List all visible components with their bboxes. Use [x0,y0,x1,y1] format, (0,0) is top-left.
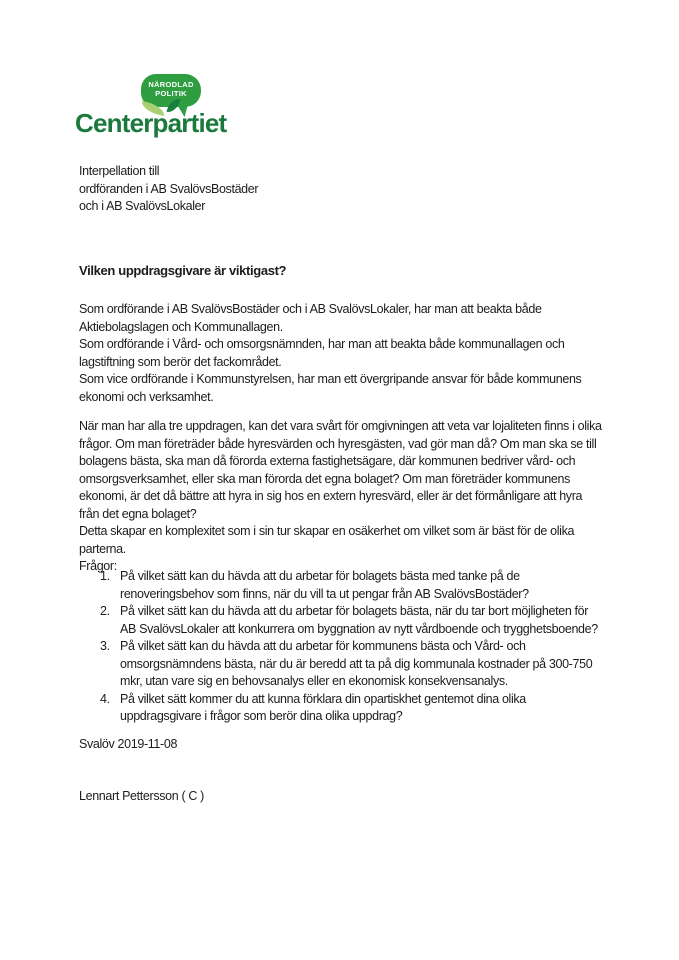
body-line: Som ordförande i AB SvalövsBostäder och i AB SvalövsLokaler, har man att beakta både [79,302,542,316]
body-line: ekonomi och verksamhet. [79,389,214,404]
body-line: Som ordförande i Vård- och omsorgsnämnden, har man att beakta både kommunallagen och [79,337,565,351]
body-line: ekonomi, är det då bättre att hyra in sig hos en extern hyresvärd, eller är det förmånligare att hyra [79,489,583,503]
question-line: mkr, utan vare sig en behovsanalys eller en ekonomisk konsekvensanalys. [120,674,508,688]
question-number: 3. [100,639,110,653]
body-line: Frågor: [79,559,117,573]
body-line: lagstiftning som berör det fackområdet. [79,354,282,369]
badge-text-line: NÄRODLAD [148,80,194,89]
body-line: frågor. Om man företräder både hyresvärden och hyresgästen, vad gör man då? Om man ska se till [79,436,597,451]
body-line: från det egna bolaget? [79,506,197,521]
question-line: På vilket sätt kan du hävda att du arbetar för kommunens bästa och Vård- och [120,639,526,653]
recipient-line: Interpellation till [79,164,160,178]
question-line: uppdragsgivare i frågor som berör dina olika uppdrag? [120,709,403,723]
body-line: Som vice ordförande i Kommunstyrelsen, har man ett övergripande ansvar för både kommunens [79,372,582,386]
body-line: Aktiebolagslagen och Kommunallagen. [79,319,283,334]
badge-text-line: POLITIK [155,89,187,98]
question-line: På vilket sätt kommer du att kunna förklara din opartiskhet gentemot dina olika [120,691,526,706]
question-line: omsorgsnämndens bästa, när du är beredd att ta på dig kommunala kostnader på 300-750 [120,656,593,671]
question-text [120,638,592,691]
paragraph-duties [79,301,581,406]
question-line: På vilket sätt kan du hävda att du arbetar för bolagets bästa, när du tar bort möjligheten för [120,604,589,618]
signature: Lennart Pettersson ( C ) [79,789,204,803]
question-item [79,603,598,638]
question-item [79,638,598,691]
body-line: Detta skapar en komplexitet som i sin tur skapar en osäkerhet om vilket som är bäst för de olika [79,524,575,538]
questions-list [79,568,598,726]
question-number: 2. [100,604,110,618]
question-number: 4. [100,691,110,706]
body-line: omsorgsverksamhet, eller ska man förorda det egna bolaget? Om man företräder kommunens [79,471,570,486]
place-date: Svalöv 2019-11-08 [79,737,178,751]
body-line: bolagens bästa, ska man då förorda externa fastighetsägare, där kommunen bedriver vård- och [79,454,576,468]
question-item [79,691,598,726]
body-line: När man har alla tre uppdragen, kan det vara svårt för omgivningen att veta var lojaliteten finns i olika [79,419,602,433]
question-text [120,568,529,603]
question-item [79,568,598,603]
paragraph-conflict [79,418,602,576]
recipient-line: och i AB SvalövsLokaler [79,199,206,213]
question-line: På vilket sätt kan du hävda att du arbetar för bolagets bästa med tanke på de [120,569,520,583]
question-number: 1. [100,569,110,583]
question-text [120,691,526,726]
question-line: renoveringsbehov som finns, när du vill ta ut pengar från AB SvalövsBostäder? [120,586,529,601]
question-text [120,603,598,638]
logo-wordmark: Centerpartiet [75,108,227,138]
centerpartiet-logo [75,72,235,142]
document-heading: Vilken uppdragsgivare är viktigast? [79,263,287,278]
recipient-line: ordföranden i AB SvalövsBostäder [79,181,259,196]
question-line: AB SvalövsLokaler att konkurrera om byggnation av nytt vårdboende och trygghetsboende? [120,621,598,636]
recipient-block [79,163,258,216]
body-line: parterna. [79,541,126,556]
